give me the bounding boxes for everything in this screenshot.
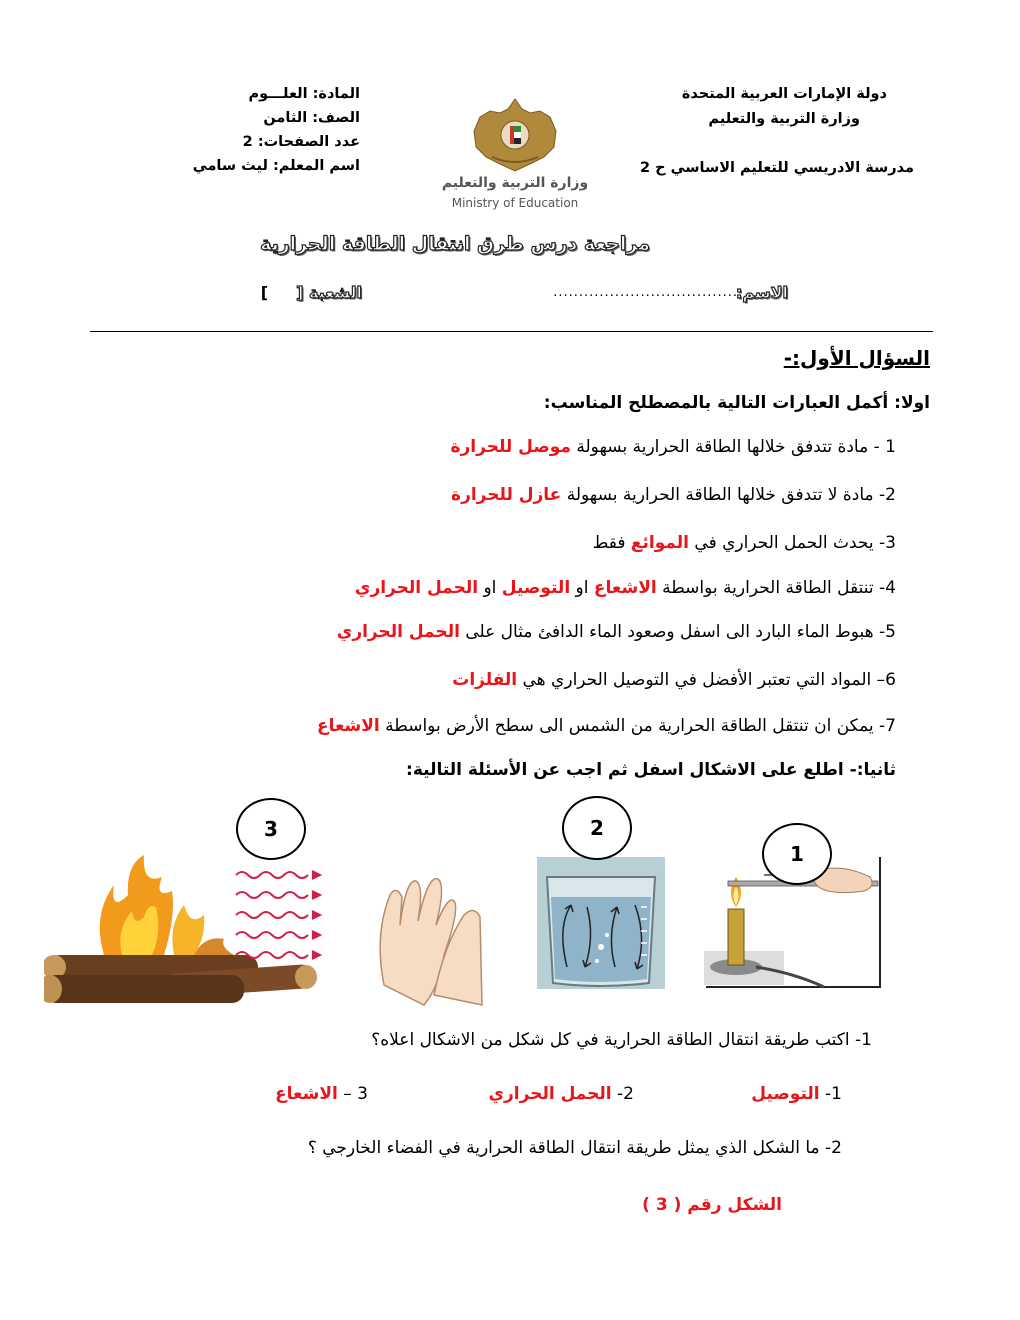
name-field[interactable]: .................................... — [553, 285, 738, 300]
item-statement: 3- يحدث الحمل الحراري في — [689, 533, 896, 553]
eagle-emblem-icon — [440, 95, 590, 175]
header-school: مدرسة الادريسي للتعليم الاساسي ح 2 — [639, 160, 914, 176]
item-statement: 7- يمكن ان تنتقل الطاقة الحرارية من الشمس الى سطح الأرض بواسطة — [379, 716, 896, 736]
header-grade: الصف: الثامن — [263, 110, 360, 126]
answer-3 — [275, 1084, 368, 1104]
name-label: الاسم: — [735, 283, 788, 302]
fill-in-item — [451, 485, 896, 505]
item-answer: التوصيل — [501, 578, 571, 598]
subquestion-1: 1- اكتب طريقة انتقال الطاقة الحرارية في كل شكل من الاشكال اعلاه؟ — [371, 1030, 872, 1050]
part-1-instruction: اولا: أكمل العبارات التالية بالمصطلح المناسب: — [543, 393, 930, 413]
item-text: او — [478, 578, 502, 598]
hands-icon — [380, 879, 482, 1005]
answer-2-text: الحمل الحراري — [488, 1084, 612, 1104]
item-answer: عازل للحرارة — [451, 485, 562, 505]
logo-english-text: Ministry of Education — [451, 196, 579, 210]
section-field[interactable] — [261, 283, 362, 302]
header-teacher: اسم المعلم: ليث سامي — [192, 158, 360, 174]
item-statement: 1 - مادة تتدفق خلالها الطاقة الحرارية بسهولة — [570, 437, 896, 457]
item-answer: موصل للحرارة — [450, 437, 571, 457]
heat-waves-icon — [236, 871, 320, 959]
answer-1 — [751, 1084, 842, 1104]
figure-label-2: 2 — [562, 796, 632, 860]
item-statement: 4- تنتقل الطاقة الحرارية بواسطة — [656, 578, 896, 598]
item-text: او — [570, 578, 594, 598]
header-pages: عدد الصفحات: 2 — [242, 134, 360, 150]
page-title: مراجعة درس طرق انتقال الطاقة الحرارية — [260, 233, 650, 255]
fill-in-item — [337, 622, 896, 642]
item-text: فقط — [592, 533, 631, 553]
fill-in-item — [593, 533, 896, 553]
question-1-heading: السؤال الأول:- — [783, 346, 930, 370]
fill-in-item — [452, 670, 896, 690]
header-ministry: وزارة التربية والتعليم — [708, 111, 860, 127]
answer-3-text: الاشعاع — [275, 1084, 338, 1104]
item-answer: الاشعاع — [593, 578, 657, 598]
answer-1-number: 1- — [825, 1084, 842, 1104]
divider — [90, 331, 933, 332]
item-answer: الحمل الحراري — [336, 622, 460, 642]
subquestion-2-answer: الشكل رقم ( 3 ) — [642, 1195, 782, 1215]
figure-label-1: 1 — [762, 823, 832, 885]
figure-radiation — [44, 855, 484, 1007]
answer-2 — [488, 1084, 634, 1104]
part-2-instruction: ثانيا:- اطلع على الاشكال اسفل ثم اجب عن الأسئلة التالية: — [406, 760, 896, 780]
answer-1-text: التوصيل — [751, 1084, 820, 1104]
answer-2-number: 2- — [617, 1084, 634, 1104]
item-statement: 5- هبوط الماء البارد الى اسفل وصعود الماء الدافئ مثال على — [459, 622, 896, 642]
figure-convection — [537, 857, 665, 989]
figure-label-3: 3 — [236, 798, 306, 860]
section-bracket: ] — [260, 283, 269, 302]
subquestion-2: 2- ما الشكل الذي يمثل طريقة انتقال الطاقة الحرارية في الفضاء الخارجي ؟ — [307, 1138, 842, 1158]
fill-in-item — [317, 716, 896, 736]
header-subject: المادة: العلـــوم — [248, 86, 360, 102]
fill-in-item — [450, 437, 896, 457]
ministry-logo — [440, 95, 590, 220]
answer-3-number: 3 – — [343, 1084, 368, 1104]
item-statement: 2- مادة لا تتدفق خلالها الطاقة الحرارية بسهولة — [561, 485, 896, 505]
item-statement: 6– المواد التي تعتبر الأفضل في التوصيل الحراري هي — [517, 670, 896, 690]
logo-arabic-text: وزارة التربية والتعليم — [441, 175, 589, 191]
item-answer: الموائع — [630, 533, 690, 553]
item-answer: الحمل الحراري — [354, 578, 479, 598]
header-country: دولة الإمارات العربية المتحدة — [681, 86, 887, 102]
fill-in-item — [355, 578, 896, 598]
section-label: الشعبة [ — [296, 283, 362, 302]
item-answer: الاشعاع — [316, 716, 380, 736]
item-answer: الفلزات — [452, 670, 518, 690]
